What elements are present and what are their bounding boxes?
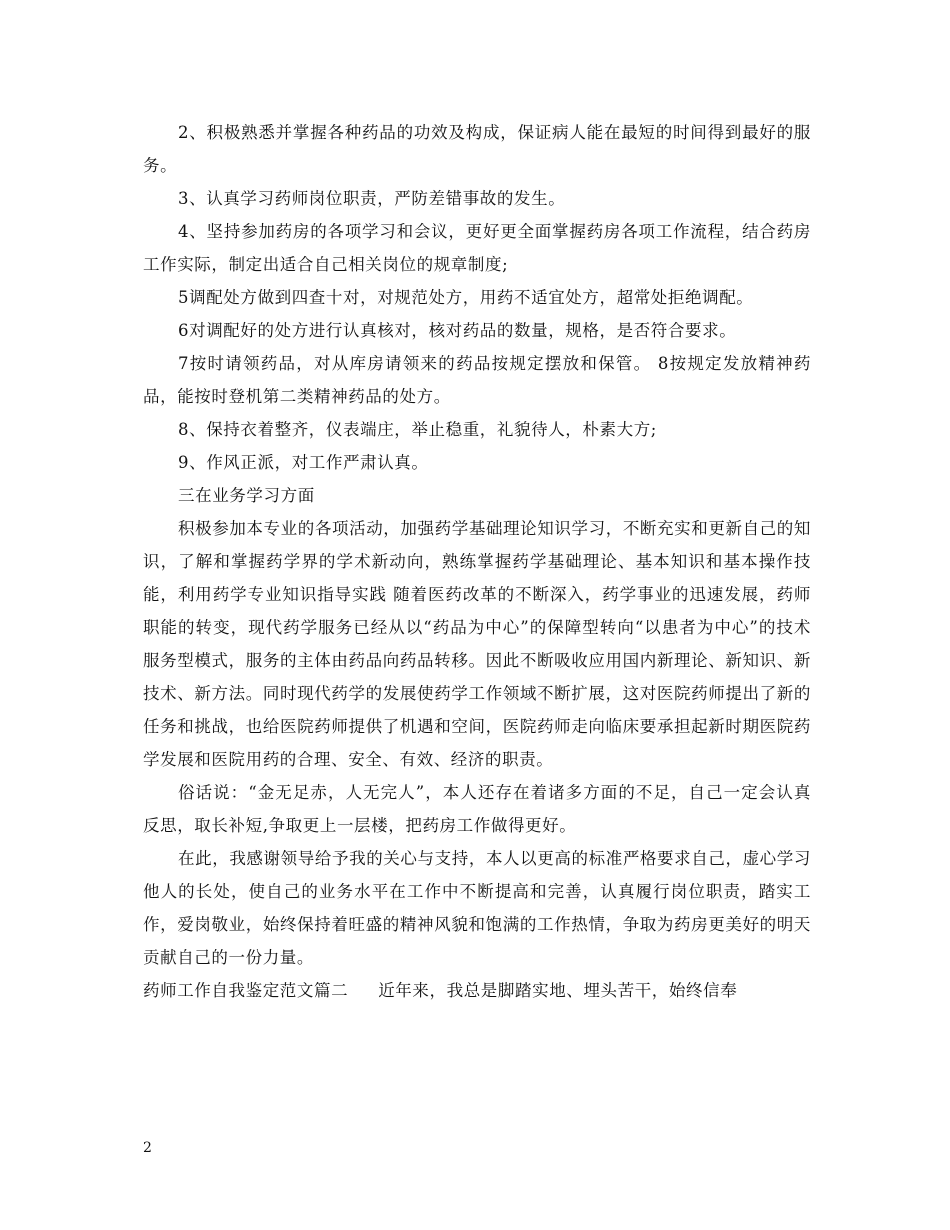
paragraph-item-2: 2、积极熟悉并掌握各种药品的功效及构成，保证病人能在最短的时间得到最好的服务。 bbox=[143, 123, 811, 175]
paragraph-gratitude: 在此，我感谢领导给予我的关心与支持，本人以更高的标准严格要求自己，虚心学习他人的长处，使自己的业务水平在工作中不断提高和完善，认真履行岗位职责，踏实工作，爱岗敬业，始终保持着旺盛的精神风貌和饱满的工作热情，争取为药房更美好的明天贡献自己的一份力量。 bbox=[143, 849, 811, 967]
paragraph-item-9: 9、作风正派，对工作严肃认真。 bbox=[178, 453, 429, 472]
section-heading: 三在业务学习方面 bbox=[178, 486, 315, 505]
paragraph-business-study: 积极参加本专业的各项活动，加强药学基础理论知识学习，不断充实和更新自己的知识，了解和掌握药学界的学术新动向，熟练掌握药学基础理论、基本知识和基本操作技能，利用药学专业知识指导实践 随着医药改革的不断深入，药学事业的迅速发展，药师职能的转变，现代药学服务已经从以“药品为中心”的保障型转向“以患者为中心”的技术服务型模式，服务的主体由药品向药品转移。因此不断吸收应用国内新理论、新知识、新技术、新方法。同时现代药学的发展使药学工作领域不断扩展，这对医院药师提出了新的任务和挑战，也给医院药师提供了机遇和空间，医院药师走向临床要承担起新时期医院药学发展和医院用药的合理、安全、有效、经济的职责。 bbox=[143, 519, 811, 769]
paragraph-item-7: 7按时请领药品，对从库房请领来的药品按规定摆放和保管。 8按规定发放精神药品，能按时登机第二类精神药品的处方。 bbox=[143, 354, 811, 406]
paragraph-item-8: 8、保持衣着整齐，仪表端庄，举止稳重，礼貌待人，朴素大方; bbox=[178, 420, 657, 439]
paragraph-item-5: 5调配处方做到四查十对，对规范处方，用药不适宜处方，超常处拒绝调配。 bbox=[178, 288, 754, 307]
paragraph-self-reflection: 俗话说：“金无足赤，人无完人”，本人还存在着诸多方面的不足，自己一定会认真反思，取长补短,争取更上一层楼，把药房工作做得更好。 bbox=[143, 783, 811, 835]
next-article-heading: 药师工作自我鉴定范文篇二 bbox=[143, 981, 349, 1000]
next-article-text: 近年来，我总是脚踏实地、埋头苦干，始终信奉 bbox=[378, 981, 738, 1000]
paragraph-item-6: 6对调配好的处方进行认真核对，核对药品的数量，规格，是否符合要求。 bbox=[178, 321, 737, 340]
paragraph-item-4: 4、坚持参加药房的各项学习和会议，更好更全面掌握药房各项工作流程，结合药房工作实际，制定出适合自己相关岗位的规章制度; bbox=[143, 222, 811, 274]
next-article-line bbox=[143, 974, 811, 1007]
paragraph-item-3: 3、认真学习药师岗位职责，严防差错事故的发生。 bbox=[178, 189, 566, 208]
document-body bbox=[143, 116, 811, 1007]
page-number: 2 bbox=[143, 1140, 152, 1156]
